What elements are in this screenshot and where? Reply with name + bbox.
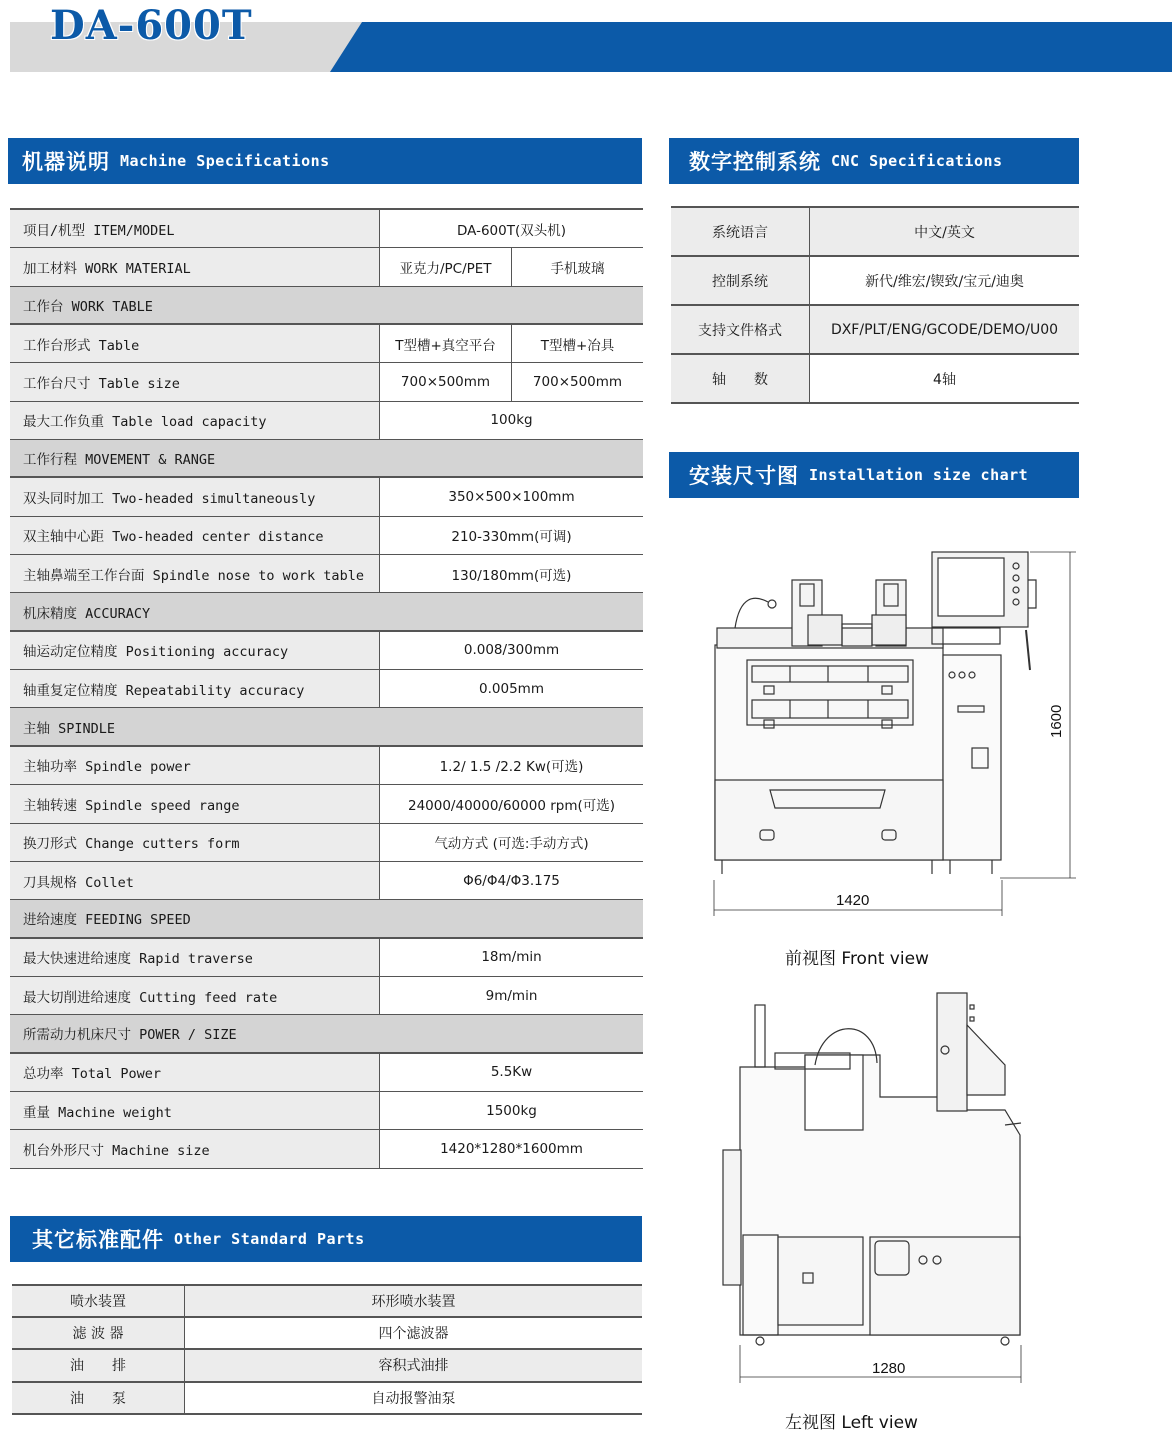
spec-value: 手机玻璃 xyxy=(511,248,643,285)
spec-row xyxy=(10,824,643,862)
spec-value: 24000/40000/60000 rpm(可选) xyxy=(380,785,643,822)
front-height-dimension: 1600 xyxy=(1048,704,1065,738)
spec-value: Φ6/Φ4/Φ3.175 xyxy=(380,862,643,899)
cnc-row xyxy=(671,257,1079,306)
installation-header xyxy=(669,452,1079,498)
cnc-label: 轴 数 xyxy=(671,355,810,402)
spec-row xyxy=(10,517,643,555)
other-parts-table xyxy=(12,1284,642,1415)
spec-row xyxy=(10,1092,643,1130)
other-parts-value: 容积式油排 xyxy=(185,1350,642,1380)
cnc-label: 控制系统 xyxy=(671,257,810,304)
spec-label: 刀具规格 Collet xyxy=(10,862,380,899)
left-width-dimension: 1280 xyxy=(872,1360,906,1377)
spec-value: 700×500mm xyxy=(380,363,511,400)
installation-title-en: Installation size chart xyxy=(809,466,1029,484)
spec-label: 双主轴中心距 Two-headed center distance xyxy=(10,517,380,554)
spec-row xyxy=(10,478,643,516)
other-parts-label: 滤 波 器 xyxy=(12,1318,185,1348)
other-parts-row xyxy=(12,1383,642,1415)
spec-row xyxy=(10,785,643,823)
spec-row xyxy=(10,402,643,440)
machine-spec-table xyxy=(10,208,643,1169)
spec-row xyxy=(10,363,643,401)
spec-label: 双头同时加工 Two-headed simultaneously xyxy=(10,478,380,515)
spec-row xyxy=(10,210,643,248)
spec-value: 1420*1280*1600mm xyxy=(380,1130,643,1167)
spec-label: 最大快速进给速度 Rapid traverse xyxy=(10,939,380,976)
spec-row xyxy=(10,939,643,977)
spec-value: T型槽+冶具 xyxy=(511,325,643,362)
spec-row xyxy=(10,555,643,593)
spec-value: 亚克力/PC/PET xyxy=(380,248,511,285)
spec-category-row xyxy=(10,440,643,478)
spec-value: 350×500×100mm xyxy=(380,478,643,515)
spec-label: 轴运动定位精度 Positioning accuracy xyxy=(10,632,380,669)
spec-label: 机台外形尺寸 Machine size xyxy=(10,1130,380,1167)
other-parts-label: 喷水装置 xyxy=(12,1286,185,1316)
cnc-label: 系统语言 xyxy=(671,208,810,255)
spec-value: 0.005mm xyxy=(380,670,643,707)
spec-value: DA-600T(双头机) xyxy=(380,210,643,247)
cnc-label: 支持文件格式 xyxy=(671,306,810,353)
cnc-spec-title-zh: 数字控制系统 xyxy=(689,150,821,174)
other-parts-row xyxy=(12,1350,642,1382)
other-parts-value: 自动报警油泵 xyxy=(185,1383,642,1413)
other-parts-title-en: Other Standard Parts xyxy=(174,1230,365,1248)
banner-blue-band xyxy=(330,22,1172,72)
left-view-drawing xyxy=(715,985,1035,1385)
spec-value: 5.5Kw xyxy=(380,1054,643,1091)
spec-label: 工作台尺寸 Table size xyxy=(10,363,380,400)
spec-label: 轴重复定位精度 Repeatability accuracy xyxy=(10,670,380,707)
spec-label: 重量 Machine weight xyxy=(10,1092,380,1129)
spec-row xyxy=(10,632,643,670)
spec-label: 加工材料 WORK MATERIAL xyxy=(10,248,380,285)
spec-category-label: 主轴 SPINDLE xyxy=(23,720,116,737)
spec-category-label: 进给速度 FEEDING SPEED xyxy=(23,912,191,929)
spec-value: 100kg xyxy=(380,402,643,439)
left-view-caption: 左视图 Left view xyxy=(785,1413,918,1433)
front-view-drawing xyxy=(700,540,1080,920)
front-width-dimension: 1420 xyxy=(836,892,870,909)
spec-row xyxy=(10,325,643,363)
cnc-row xyxy=(671,306,1079,355)
installation-title-zh: 安装尺寸图 xyxy=(689,464,799,488)
spec-category-row xyxy=(10,287,643,325)
spec-value: 130/180mm(可选) xyxy=(380,555,643,592)
spec-row xyxy=(10,1054,643,1092)
spec-value: 0.008/300mm xyxy=(380,632,643,669)
spec-value: 9m/min xyxy=(380,977,643,1014)
spec-row xyxy=(10,747,643,785)
cnc-value: 中文/英文 xyxy=(810,208,1079,255)
spec-row xyxy=(10,248,643,286)
spec-category-label: 机床精度 ACCURACY xyxy=(23,605,151,622)
spec-value: 1.2/ 1.5 /2.2 Kw(可选) xyxy=(380,747,643,784)
spec-label: 最大切削进给速度 Cutting feed rate xyxy=(10,977,380,1014)
spec-row xyxy=(10,670,643,708)
cnc-row xyxy=(671,208,1079,257)
spec-category-label: 工作台 WORK TABLE xyxy=(23,298,153,315)
other-parts-title-zh: 其它标准配件 xyxy=(32,1228,164,1252)
other-parts-label: 油 排 xyxy=(12,1350,185,1380)
spec-label: 项目/机型 ITEM/MODEL xyxy=(10,210,380,247)
other-parts-label: 油 泵 xyxy=(12,1383,185,1413)
spec-category-row xyxy=(10,1015,643,1053)
other-parts-row xyxy=(12,1286,642,1318)
spec-label: 主轴功率 Spindle power xyxy=(10,747,380,784)
spec-value: 18m/min xyxy=(380,939,643,976)
front-view-caption: 前视图 Front view xyxy=(785,949,929,969)
spec-label: 主轴鼻端至工作台面 Spindle nose to work table xyxy=(10,555,380,592)
spec-row xyxy=(10,977,643,1015)
other-parts-value: 环形喷水装置 xyxy=(185,1286,642,1316)
spec-row xyxy=(10,862,643,900)
other-parts-value: 四个滤波器 xyxy=(185,1318,642,1348)
spec-value: 700×500mm xyxy=(511,363,643,400)
cnc-value: 4轴 xyxy=(810,355,1079,402)
spec-category-row xyxy=(10,900,643,938)
spec-label: 最大工作负重 Table load capacity xyxy=(10,402,380,439)
spec-label: 工作台形式 Table xyxy=(10,325,380,362)
spec-row xyxy=(10,1130,643,1168)
spec-label: 总功率 Total Power xyxy=(10,1054,380,1091)
model-title: DA-600T xyxy=(50,2,253,49)
machine-spec-title-zh: 机器说明 xyxy=(22,150,110,174)
spec-value: T型槽+真空平台 xyxy=(380,325,511,362)
cnc-spec-title-en: CNC Specifications xyxy=(831,152,1003,170)
cnc-spec-table xyxy=(671,206,1079,404)
cnc-row xyxy=(671,355,1079,404)
spec-category-label: 工作行程 MOVEMENT & RANGE xyxy=(23,452,216,469)
other-parts-header xyxy=(10,1216,642,1262)
other-parts-row xyxy=(12,1318,642,1350)
machine-spec-header xyxy=(8,138,642,184)
spec-category-row xyxy=(10,708,643,746)
cnc-spec-header xyxy=(669,138,1079,184)
spec-value: 210-330mm(可调) xyxy=(380,517,643,554)
spec-category-label: 所需动力机床尺寸 POWER / SIZE xyxy=(23,1027,237,1044)
spec-category-row xyxy=(10,593,643,631)
cnc-value: 新代/维宏/锲致/宝元/迪奥 xyxy=(810,257,1079,304)
spec-value: 气动方式 (可选:手动方式) xyxy=(380,824,643,861)
cnc-value: DXF/PLT/ENG/GCODE/DEMO/U00 xyxy=(810,306,1079,353)
machine-spec-title-en: Machine Specifications xyxy=(120,152,330,170)
spec-label: 主轴转速 Spindle speed range xyxy=(10,785,380,822)
spec-label: 换刀形式 Change cutters form xyxy=(10,824,380,861)
spec-value: 1500kg xyxy=(380,1092,643,1129)
